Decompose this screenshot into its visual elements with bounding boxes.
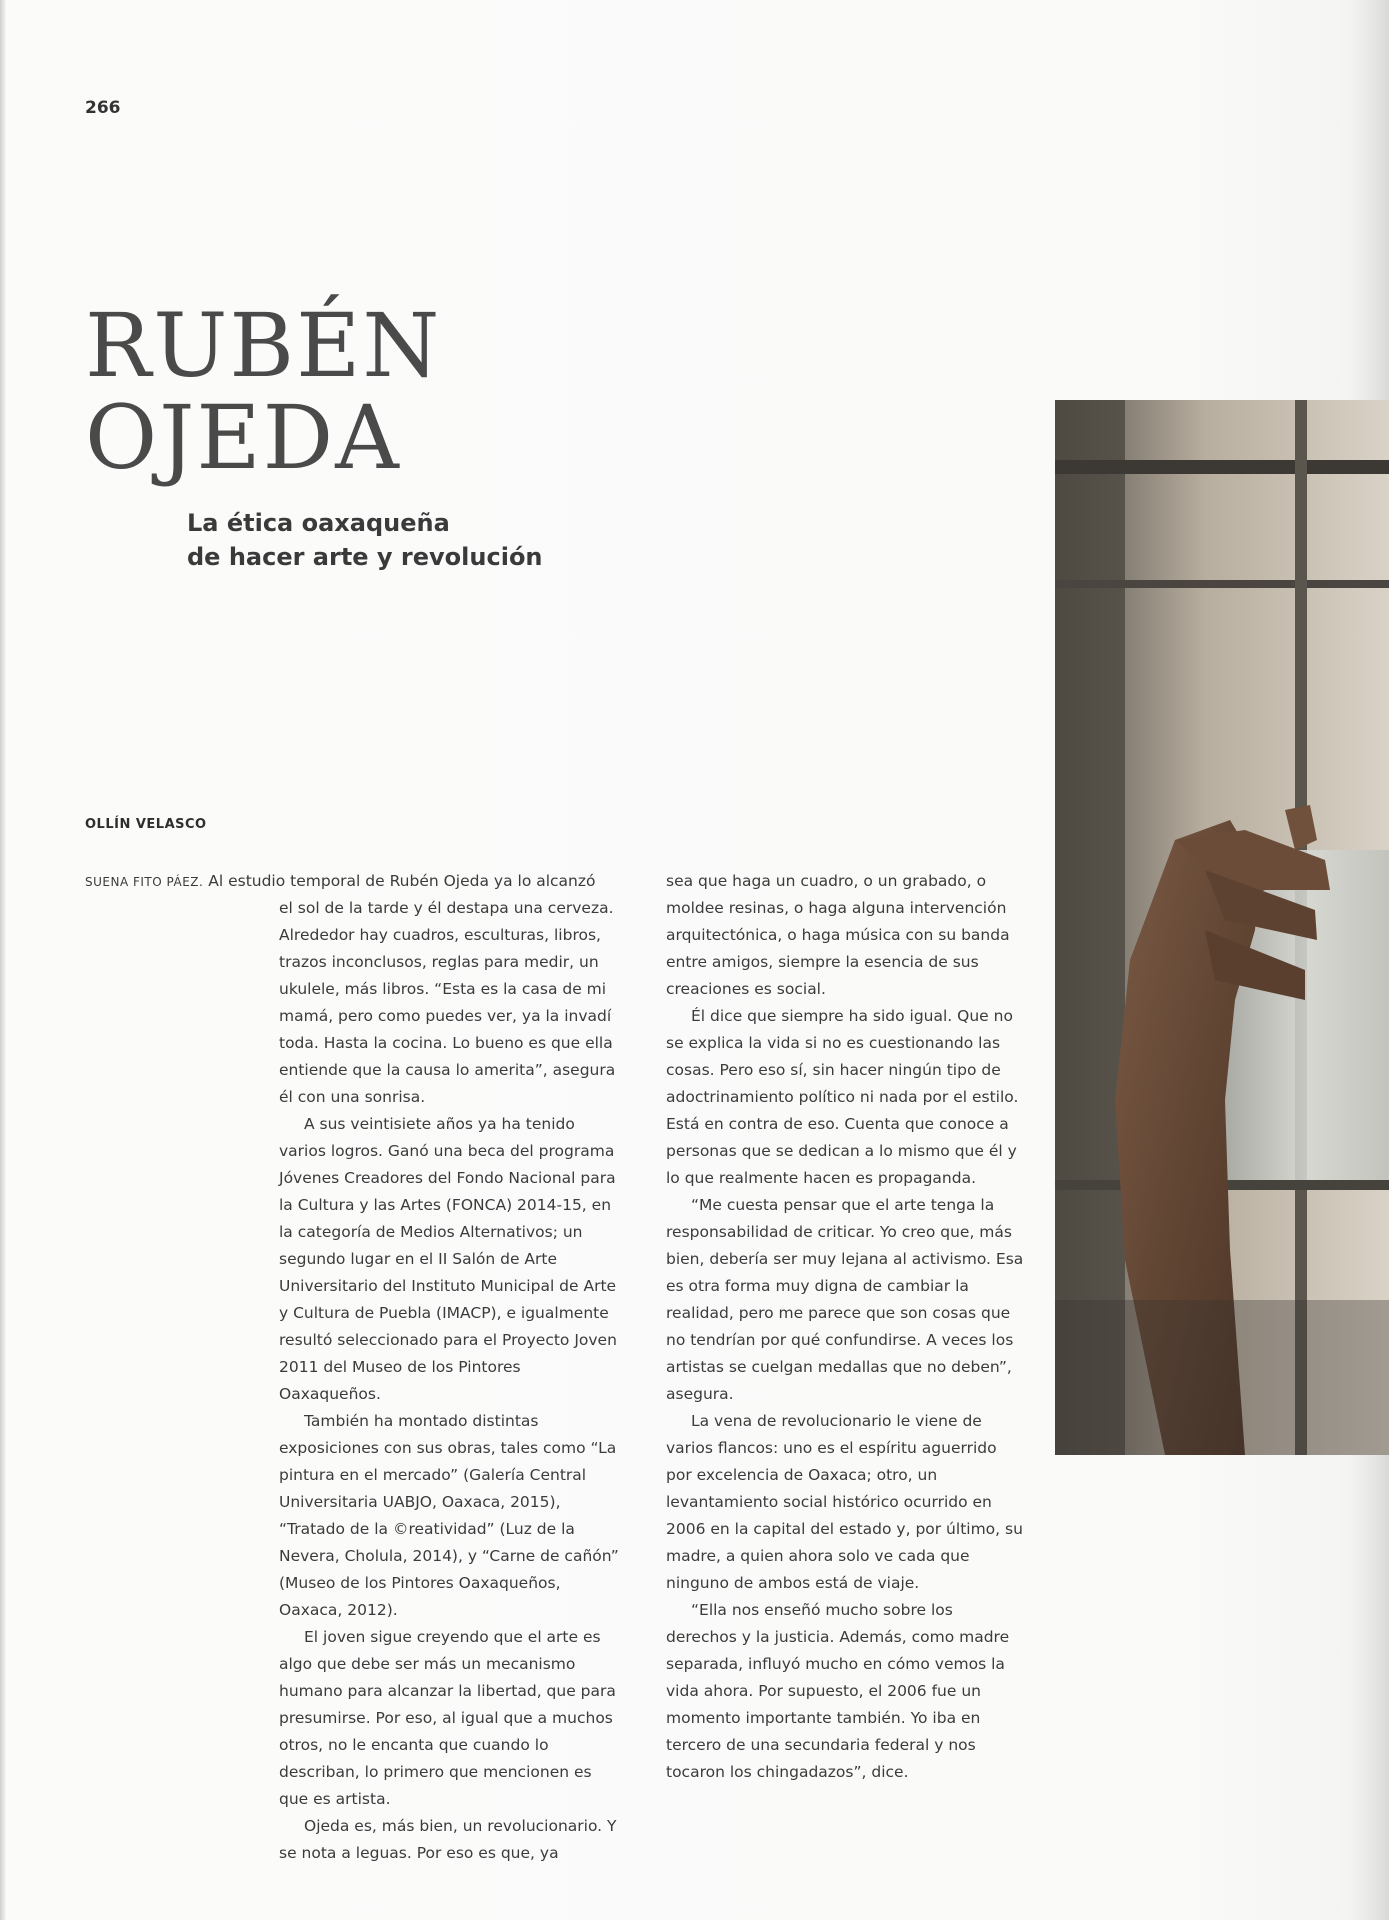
paragraph: El joven sigue creyendo que el arte es algo que debe ser más un mecanismo humano para alcanzar la libertad, que para presumirse. Por eso, al igual que a muchos otros, no le encanta que cuando lo describan, lo primero que mencionen es que es artista. xyxy=(279,1628,616,1808)
paragraph: Él dice que siempre ha sido igual. Que no se explica la vida si no es cuestionando las cosas. Pero eso sí, sin hacer ningún tipo de adoctrinamiento político ni nada por el estilo. Está en contra de eso. Cuenta que conoce a personas que se dedican a lo mismo que él y lo que realmente hacen es propaganda. xyxy=(666,1007,1019,1187)
article-subtitle xyxy=(187,506,547,574)
lead-caps: SUENA FITO PÁEZ. xyxy=(85,875,204,889)
article-title xyxy=(85,294,442,489)
paragraph: “Me cuesta pensar que el arte tenga la responsabilidad de criticar. Yo creo que, más bien, debería ser muy lejana al activismo. Esa es otra forma muy digna de cambiar la realidad, pero me parece que son cosas que no tendrían por qué confundirse. A veces los artistas se cuelgan medallas que no deben”, asegura. xyxy=(666,1196,1024,1403)
body-column-left xyxy=(279,895,625,1867)
paragraph: A sus veintisiete años ya ha tenido varios logros. Ganó una beca del programa Jóvenes Creadores del Fondo Nacional para la Cultura y las Artes (FONCA) 2014-15, en la categoría de Medios Alternativos; un segundo lugar en el II Salón de Arte Universitario del Instituto Municipal de Arte y Cultura de Puebla (IMACP), e igualmente resultó seleccionado para el Proyecto Joven 2011 del Museo de los Pintores Oaxaqueños. xyxy=(279,1115,617,1403)
subtitle-line-1: La ética oaxaqueña xyxy=(187,509,450,537)
page-edge xyxy=(0,0,6,1920)
paragraph: el sol de la tarde y él destapa una cerveza. Alrededor hay cuadros, esculturas, libros, trazos inconclusos, reglas para medir, un ukulele, más libros. “Esta es la casa de mi mamá, pero como puedes ver, ya la invadí toda. Hasta la cocina. Lo bueno es que ella entiende que la causa lo amerita”, asegura él con una sonrisa. xyxy=(279,899,616,1106)
body-column-right xyxy=(666,868,1026,1786)
paragraph: sea que haga un cuadro, o un grabado, o moldee resinas, o haga alguna intervención arquitectónica, o haga música con su banda entre amigos, siempre la esencia de sus creaciones es social. xyxy=(666,872,1010,998)
paragraph: “Ella nos enseñó mucho sobre los derechos y la justicia. Además, como madre separada, influyó mucho en cómo vemos la vida ahora. Por supuesto, el 2006 fue un momento importante también. Yo iba en tercero de una secundaria federal y nos tocaron los chingadazos”, dice. xyxy=(666,1601,1010,1781)
lead-rest: Al estudio temporal de Rubén Ojeda ya lo alcanzó xyxy=(203,872,596,890)
paragraph: La vena de revolucionario le viene de varios flancos: uno es el espíritu aguerrido por excelencia de Oaxaca; otro, un levantamiento social histórico ocurrido en 2006 en la capital del estado y, por último, su madre, a quien ahora solo ve cada que ninguno de ambos está de viaje. xyxy=(666,1412,1023,1592)
paragraph: Ojeda es, más bien, un revolucionario. Y se nota a leguas. Por eso es que, ya xyxy=(279,1817,617,1862)
paragraph: También ha montado distintas exposiciones con sus obras, tales como “La pintura en el mercado” (Galería Central Universitaria UABJO, Oaxaca, 2015), “Tratado de la ©reatividad” (Luz de la Nevera, Cholula, 2014), y “Carne de cañón” (Museo de los Pintores Oaxaqueños, Oaxaca, 2012). xyxy=(279,1412,619,1619)
photo-hand-holding-glass xyxy=(1055,400,1389,1455)
author-byline: OLLÍN VELASCO xyxy=(85,817,207,832)
title-line-1: RUBÉN xyxy=(85,294,442,397)
page-number: 266 xyxy=(85,98,121,118)
article-photo xyxy=(1055,400,1389,1455)
title-line-2: OJEDA xyxy=(85,386,401,489)
lead-line xyxy=(85,868,625,896)
subtitle-line-2: de hacer arte y revolución xyxy=(187,543,543,571)
